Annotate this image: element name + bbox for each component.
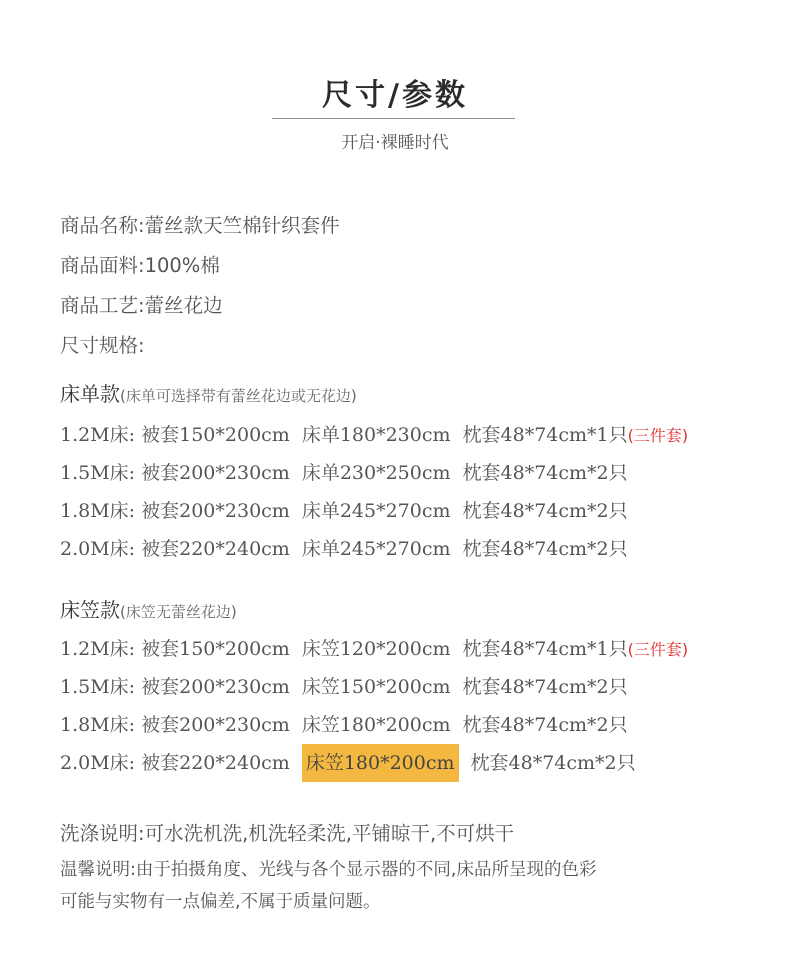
pillow-size: 枕套48*74cm*1只 [462, 424, 628, 446]
size-spec-label: 尺寸规格: [60, 334, 145, 357]
flat-sheet-note: (床单可选择带有蕾丝花边或无花边) [120, 387, 357, 405]
fitted-sheet-note: (床笠无蕾丝花边) [120, 603, 237, 621]
page-subtitle: 开启·裸睡时代 [341, 133, 449, 153]
sheet-size: 床单180*230cm [301, 424, 451, 446]
spec-row [60, 706, 688, 744]
spec-row [60, 630, 688, 668]
bed-size: 1.8M床: [60, 500, 136, 522]
bed-size: 1.5M床: [60, 462, 136, 484]
flat-sheet-section-title [60, 378, 357, 407]
pillow-size: 枕套48*74cm*1只 [462, 638, 628, 660]
bed-size: 2.0M床: [60, 752, 136, 774]
washing-instructions: 洗涤说明:可水洗机洗,机洗轻柔洗,平铺晾干,不可烘干 [60, 822, 515, 845]
page-title: 尺寸/参数 [322, 78, 468, 113]
title-divider [272, 118, 515, 119]
fitted-sheet-spec-list [60, 630, 688, 782]
warm-notice-line-1: 温馨说明:由于拍摄角度、光线与各个显示器的不同,床品所呈现的色彩 [60, 860, 597, 880]
sheet-size: 床单245*270cm [301, 538, 451, 560]
sheet-size: 床单230*250cm [301, 462, 451, 484]
pillow-size: 枕套48*74cm*2只 [462, 462, 628, 484]
fitted-sheet-size: 床笠150*200cm [301, 676, 451, 698]
warm-notice-line-2: 可能与实物有一点偏差,不属于质量问题。 [60, 892, 381, 912]
pillow-size: 枕套48*74cm*2只 [462, 714, 628, 736]
three-piece-tag: (三件套) [627, 640, 689, 659]
flat-sheet-spec-list [60, 416, 688, 568]
pillow-size: 枕套48*74cm*2只 [462, 538, 628, 560]
spec-row [60, 416, 688, 454]
highlighted-fitted-sheet-size: 床笠180*200cm [302, 744, 459, 782]
bed-size: 1.2M床: [60, 638, 136, 660]
bed-size: 2.0M床: [60, 538, 136, 560]
product-name: 商品名称:蕾丝款天竺棉针织套件 [60, 214, 340, 237]
product-craft: 商品工艺:蕾丝花边 [60, 294, 223, 317]
pillow-size: 枕套48*74cm*2只 [462, 500, 628, 522]
fitted-sheet-title: 床笠款 [60, 598, 120, 622]
fitted-sheet-section-title [60, 594, 237, 623]
duvet-size: 被套200*230cm [141, 676, 290, 698]
bed-size: 1.2M床: [60, 424, 136, 446]
flat-sheet-title: 床单款 [60, 382, 120, 406]
duvet-size: 被套150*200cm [141, 424, 290, 446]
spec-row [60, 530, 688, 568]
product-info [60, 206, 340, 366]
duvet-size: 被套200*230cm [141, 714, 290, 736]
bed-size: 1.8M床: [60, 714, 136, 736]
duvet-size: 被套220*240cm [141, 752, 290, 774]
fitted-sheet-size: 床笠180*200cm [301, 714, 451, 736]
duvet-size: 被套220*240cm [141, 538, 290, 560]
product-fabric: 商品面料:100%棉 [60, 254, 220, 277]
spec-row [60, 744, 688, 782]
fitted-sheet-size: 床笠120*200cm [301, 638, 451, 660]
spec-row [60, 492, 688, 530]
duvet-size: 被套200*230cm [141, 462, 290, 484]
pillow-size: 枕套48*74cm*2只 [462, 676, 628, 698]
duvet-size: 被套200*230cm [141, 500, 290, 522]
pillow-size: 枕套48*74cm*2只 [470, 752, 636, 774]
three-piece-tag: (三件套) [627, 426, 689, 445]
warm-notice [60, 854, 596, 918]
spec-row [60, 668, 688, 706]
bed-size: 1.5M床: [60, 676, 136, 698]
sheet-size: 床单245*270cm [301, 500, 451, 522]
spec-row [60, 454, 688, 492]
duvet-size: 被套150*200cm [141, 638, 290, 660]
